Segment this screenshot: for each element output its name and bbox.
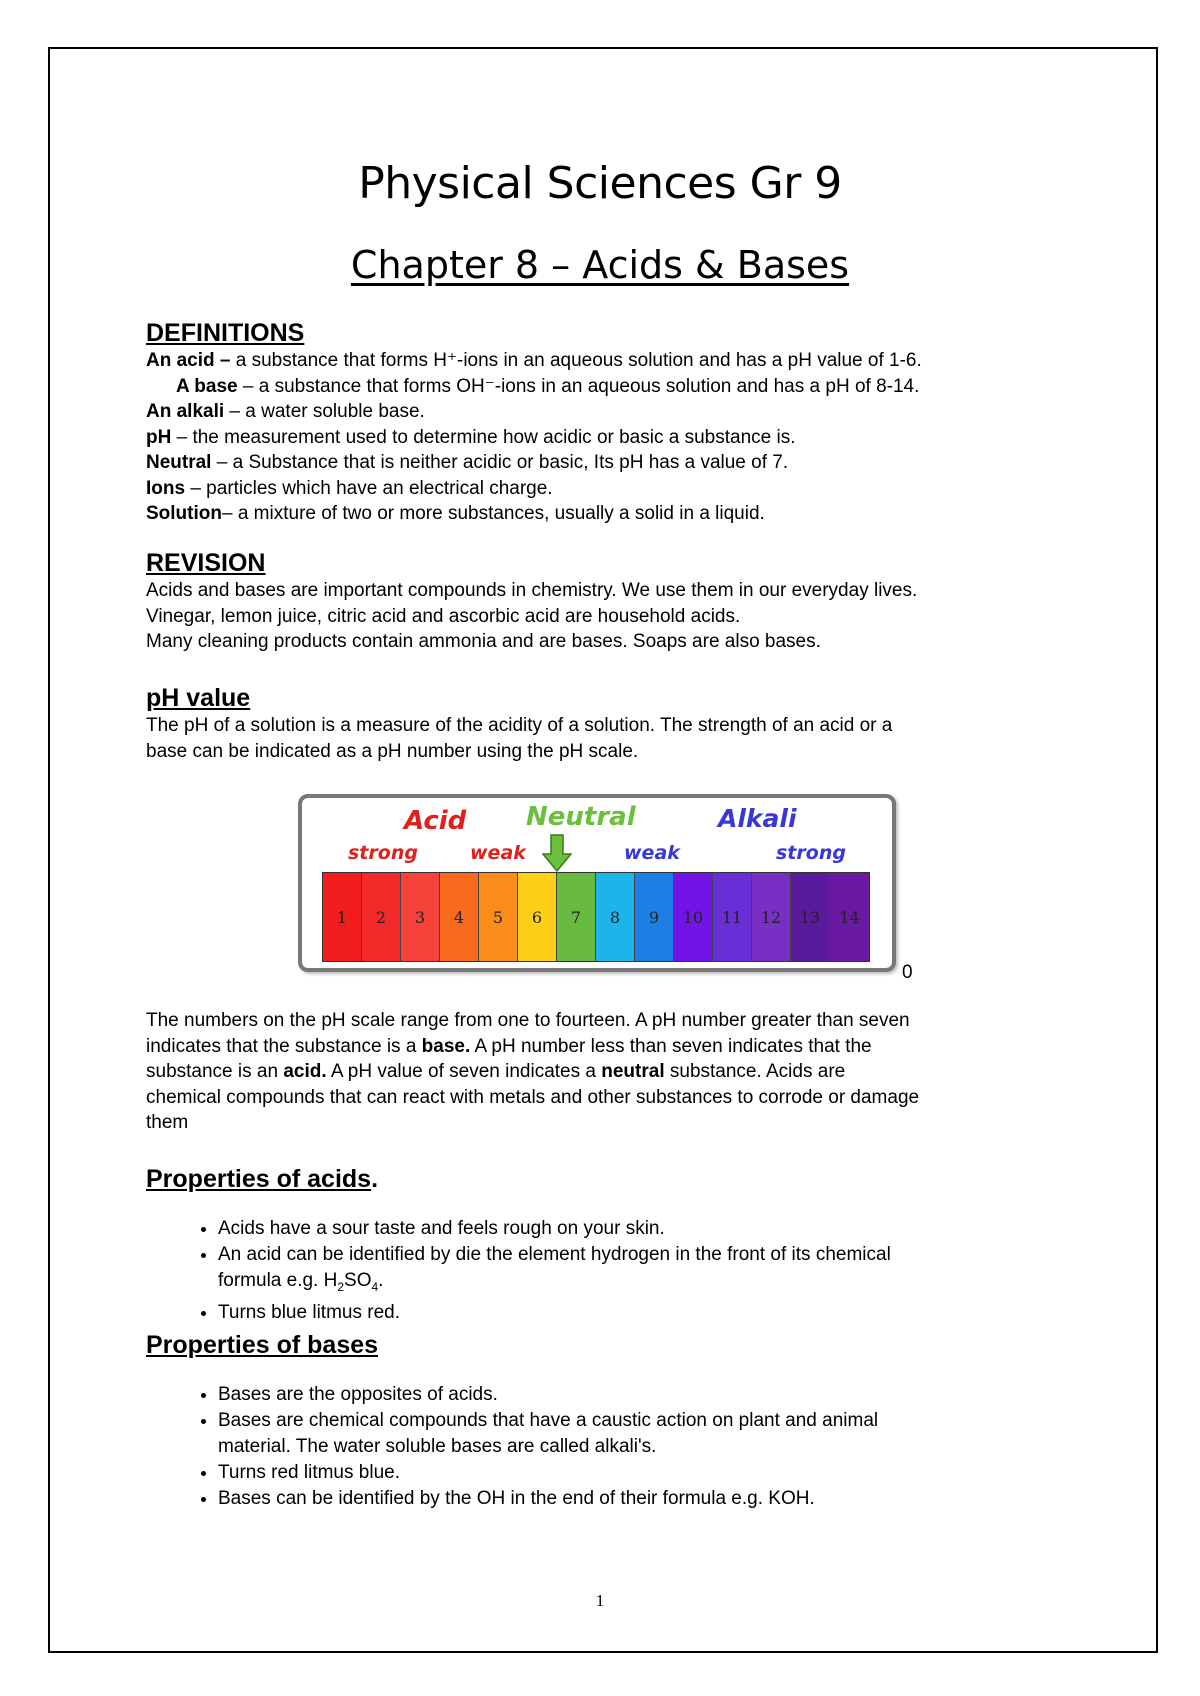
definition-ph: pH – the measurement used to determine how acidic or basic a substance is.	[146, 426, 796, 448]
ph-cell-8: 8	[596, 873, 635, 961]
list-item: • Turns blue litmus red.	[218, 1300, 1086, 1326]
list-item: • An acid can be identified by die the element hydrogen in the front of its chemical formula e.g. $H_2SO_4$.	[218, 1242, 1086, 1300]
revision-heading: REVISION	[146, 549, 266, 577]
weak-alkali-label: weak	[624, 842, 680, 864]
explanation-line: them	[146, 1112, 189, 1133]
list-item: • Bases can be identified by the OH in the end of their formula e.g. KOH.	[218, 1486, 1086, 1512]
explanation-line: substance is an acid. A pH value of seven indicates a neutral substance. Acids are	[146, 1061, 846, 1082]
revision-line: Acids and bases are important compounds in chemistry. We use them in our everyday lives.	[146, 580, 918, 601]
ph-color-bar	[322, 872, 870, 962]
definition-base: A base – a substance that forms OH⁻-ions in an aqueous solution and has a pH of 8-14.	[176, 375, 920, 397]
neutral-arrow-icon	[542, 834, 572, 872]
page-title: Physical Sciences Gr 9	[358, 158, 842, 209]
definition-ions: Ions – particles which have an electrical charge.	[146, 477, 553, 499]
strong-acid-label: strong	[348, 842, 418, 864]
acid-label: Acid	[404, 806, 467, 836]
ph-cell-13: 13	[791, 873, 830, 961]
bases-list	[146, 1382, 1086, 1512]
alkali-label: Alkali	[718, 804, 797, 833]
acids-list	[146, 1216, 1086, 1326]
ph-cell-14: 14	[830, 873, 869, 961]
neutral-label: Neutral	[526, 802, 636, 832]
ph-cell-4: 4	[440, 873, 479, 961]
explanation-line: The numbers on the pH scale range from one to fourteen. A pH number greater than seven	[146, 1010, 910, 1031]
definitions-section	[146, 318, 1086, 527]
ph-cell-9: 9	[635, 873, 674, 961]
list-item: • Bases are the opposites of acids.	[218, 1382, 1086, 1408]
ph-value-section	[146, 683, 1086, 764]
acids-section	[146, 1164, 1086, 1326]
ph-cell-5: 5	[479, 873, 518, 961]
ph-scale-figure	[298, 794, 896, 972]
ph-value-heading: pH value	[146, 684, 251, 712]
ph-cell-2: 2	[362, 873, 401, 961]
scale-explanation	[146, 1008, 1086, 1136]
ph-cell-10: 10	[674, 873, 713, 961]
ph-cell-12: 12	[752, 873, 791, 961]
definition-alkali: An alkali – a water soluble base.	[146, 401, 425, 422]
definitions-heading: DEFINITIONS	[146, 319, 305, 347]
revision-section	[146, 548, 1086, 655]
revision-line: Many cleaning products contain ammonia and are bases. Soaps are also bases.	[146, 631, 821, 652]
definition-acid: An acid – a substance that forms H⁺-ions in an aqueous solution and has a pH value of 1-6.	[146, 350, 922, 371]
ph-cell-1: 1	[323, 873, 362, 961]
bases-section	[146, 1330, 1086, 1512]
ph-cell-7: 7	[557, 873, 596, 961]
ph-value-line: The pH of a solution is a measure of the acidity of a solution. The strength of an acid or a	[146, 715, 893, 736]
list-item: • Bases are chemical compounds that have a caustic action on plant and animal material. The water soluble bases are called alkali's.	[218, 1408, 1086, 1460]
list-item: • Acids have a sour taste and feels rough on your skin.	[218, 1216, 1086, 1242]
strong-alkali-label: strong	[776, 842, 846, 864]
bases-heading: Properties of bases	[146, 1331, 379, 1359]
definition-solution: Solution– a mixture of two or more substances, usually a solid in a liquid.	[146, 503, 765, 524]
revision-line: Vinegar, lemon juice, citric acid and ascorbic acid are household acids.	[146, 605, 741, 627]
explanation-line: indicates that the substance is a base. A pH number less than seven indicates that the	[146, 1035, 872, 1057]
ph-cell-3: 3	[401, 873, 440, 961]
acids-heading: Properties of acids.	[146, 1165, 379, 1193]
ph-cell-6: 6	[518, 873, 557, 961]
definition-neutral: Neutral – a Substance that is neither acidic or basic, Its pH has a value of 7.	[146, 452, 789, 473]
ph-value-line: base can be indicated as a pH number using the pH scale.	[146, 740, 639, 762]
ph-cell-11: 11	[713, 873, 752, 961]
explanation-line: chemical compounds that can react with metals and other substances to corrode or damage	[146, 1086, 920, 1108]
chapter-title: Chapter 8 – Acids & Bases	[350, 243, 850, 287]
ph-scale-after-label: 0	[902, 962, 913, 983]
weak-acid-label: weak	[470, 842, 526, 864]
page-number: 1	[595, 1591, 605, 1610]
list-item: • Turns red litmus blue.	[218, 1460, 1086, 1486]
